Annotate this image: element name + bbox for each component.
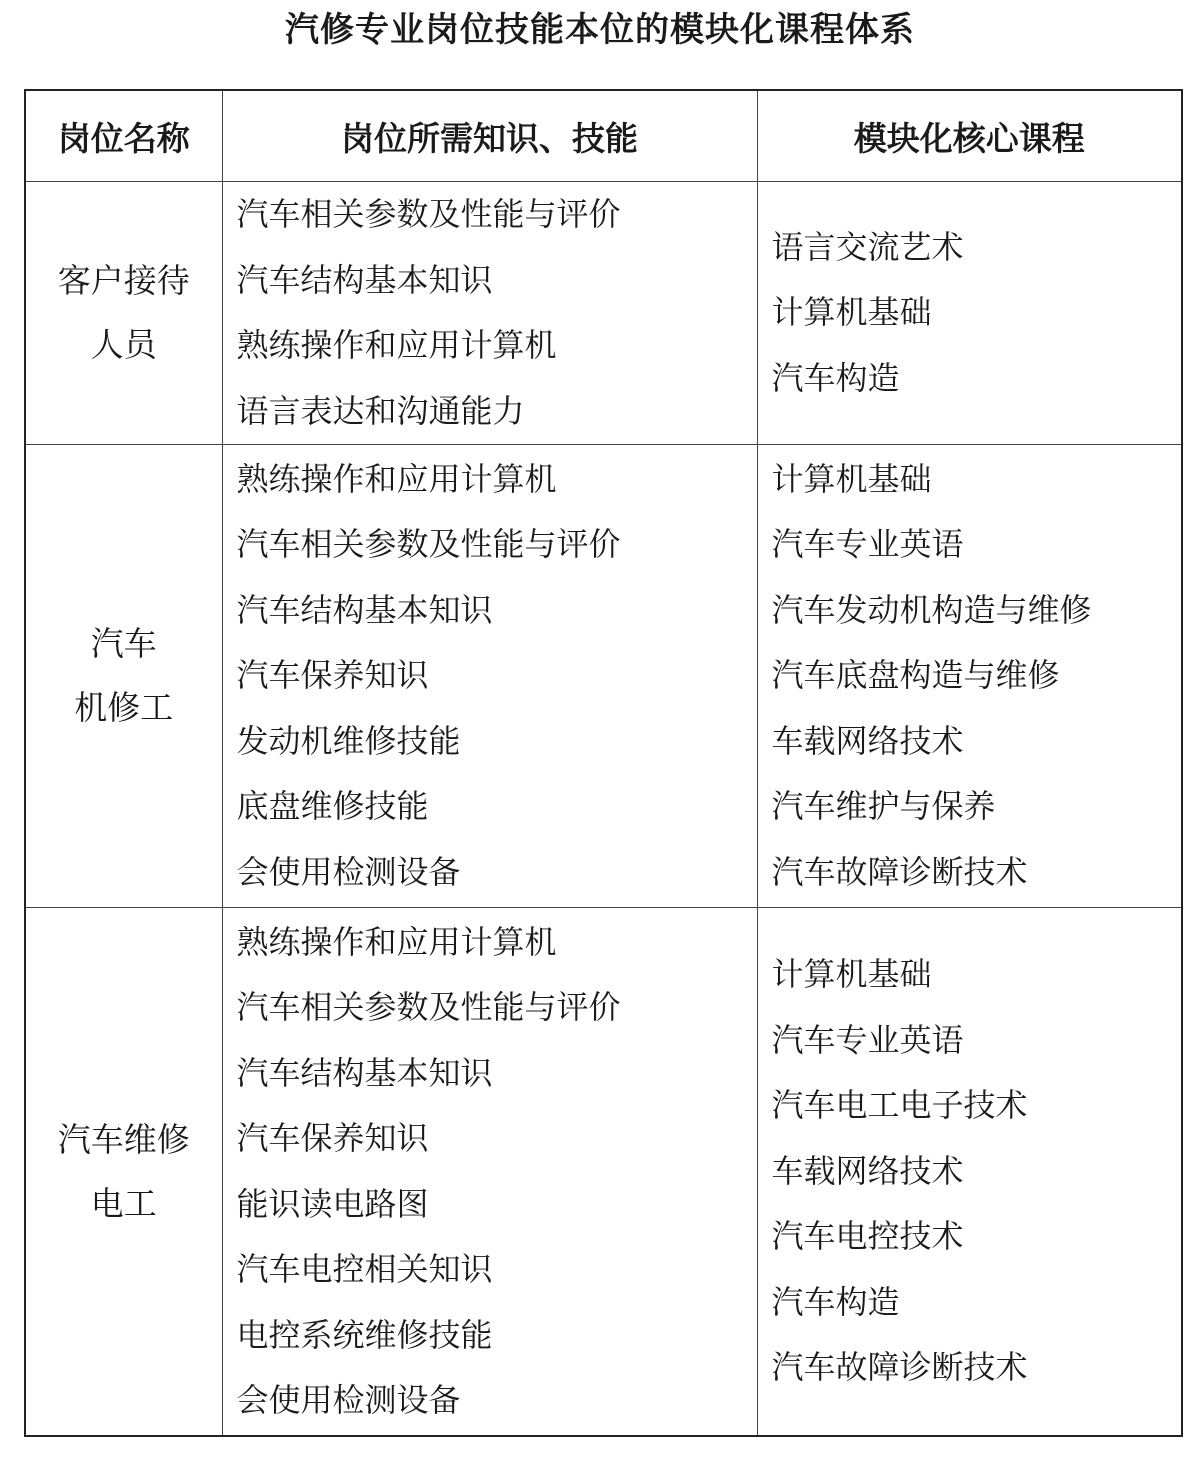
course-item: 语言交流艺术 <box>771 227 964 266</box>
role-cell <box>25 908 222 1437</box>
skill-item: 发动机维修技能 <box>236 721 461 760</box>
skill-item: 汽车结构基本知识 <box>236 590 493 629</box>
skills-cell <box>222 182 757 445</box>
skill-item: 熟练操作和应用计算机 <box>236 922 557 961</box>
course-item: 汽车专业英语 <box>771 525 964 564</box>
skill-item: 能识读电路图 <box>236 1184 429 1223</box>
course-item: 汽车故障诊断技术 <box>771 852 1028 891</box>
role-cell <box>25 445 222 908</box>
skill-item: 电控系统维修技能 <box>236 1315 493 1354</box>
role-line: 汽车维修 <box>57 1119 190 1159</box>
skill-item: 汽车电控相关知识 <box>236 1250 493 1288</box>
table-row <box>25 445 1182 908</box>
course-item: 汽车电控技术 <box>771 1217 964 1256</box>
skills-cell <box>222 908 757 1437</box>
skill-item: 熟练操作和应用计算机 <box>236 459 557 498</box>
courses-cell <box>757 182 1182 445</box>
skill-item: 汽车结构基本知识 <box>236 1053 493 1092</box>
skill-item: 汽车结构基本知识 <box>236 260 493 299</box>
course-item: 计算机基础 <box>771 955 932 994</box>
role-line: 机修工 <box>74 688 174 727</box>
skill-item: 汽车相关参数及性能与评价 <box>236 195 621 233</box>
role-cell <box>25 182 222 445</box>
course-table <box>24 89 1183 1437</box>
course-item: 汽车发动机构造与维修 <box>771 590 1092 629</box>
role-line: 人员 <box>90 325 157 364</box>
skill-item: 汽车相关参数及性能与评价 <box>236 988 621 1026</box>
table-row <box>25 182 1182 445</box>
role-line: 客户接待 <box>57 261 190 300</box>
skill-item: 底盘维修技能 <box>236 787 429 826</box>
course-item: 汽车构造 <box>771 358 900 397</box>
header-role: 岗位名称 <box>25 90 222 182</box>
course-item: 计算机基础 <box>771 459 932 498</box>
role-line: 汽车 <box>90 624 157 663</box>
skills-cell <box>222 445 757 908</box>
course-item: 汽车底盘构造与维修 <box>771 656 1060 695</box>
skill-item: 会使用检测设备 <box>236 852 461 891</box>
course-item: 汽车故障诊断技术 <box>771 1348 1028 1387</box>
table-header-row <box>25 90 1182 182</box>
course-item: 汽车构造 <box>771 1282 900 1321</box>
courses-cell <box>757 908 1182 1437</box>
skill-item: 熟练操作和应用计算机 <box>236 326 557 364</box>
table-row <box>25 908 1182 1437</box>
course-item: 计算机基础 <box>771 293 932 332</box>
header-skills: 岗位所需知识、技能 <box>222 90 757 182</box>
role-line: 电工 <box>90 1183 157 1223</box>
skill-item: 汽车保养知识 <box>236 656 429 695</box>
skill-item: 语言表达和沟通能力 <box>236 391 525 430</box>
course-item: 车载网络技术 <box>771 721 964 760</box>
course-item: 汽车维护与保养 <box>771 787 996 826</box>
course-item: 汽车电工电子技术 <box>771 1086 1028 1125</box>
courses-cell <box>757 445 1182 908</box>
skill-item: 汽车保养知识 <box>236 1119 429 1157</box>
course-item: 车载网络技术 <box>771 1151 964 1190</box>
skill-item: 汽车相关参数及性能与评价 <box>236 525 621 564</box>
skill-item: 会使用检测设备 <box>236 1381 461 1419</box>
page-title: 汽修专业岗位技能本位的模块化课程体系 <box>285 10 915 50</box>
course-item: 汽车专业英语 <box>771 1020 964 1059</box>
header-courses: 模块化核心课程 <box>757 90 1182 182</box>
